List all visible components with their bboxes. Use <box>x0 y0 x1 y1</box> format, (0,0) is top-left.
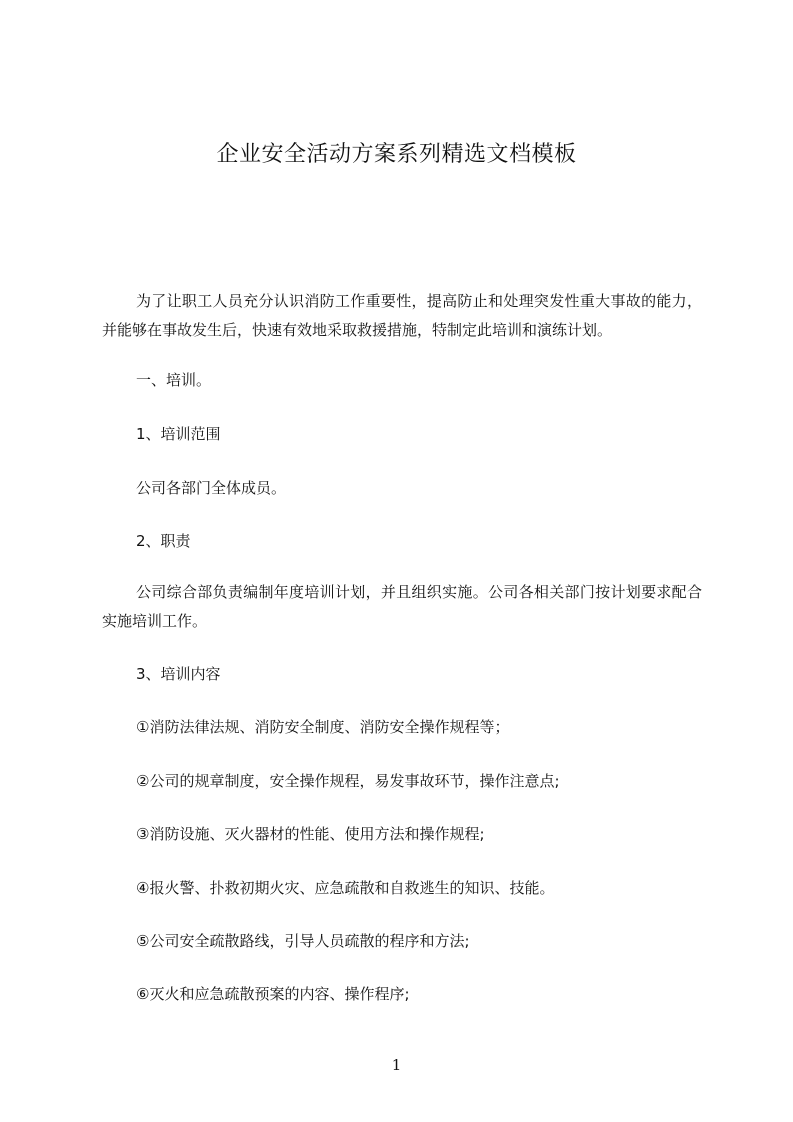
section-heading-training: 一、培训。 <box>136 371 212 389</box>
page-number: 1 <box>391 1056 402 1074</box>
content-list-item: ⑤公司安全疏散路线，引导人员疏散的程序和方法; <box>136 932 470 950</box>
intro-paragraph: 为了让职工人员充分认识消防工作重要性，提高防止和处理突发性重大事故的能力，并能够在事故发生后，快速有效地采取救援措施，特制定此培训和演练计划。 <box>102 292 702 339</box>
document-title: 企业安全活动方案系列精选文档模板 <box>216 142 577 167</box>
item-heading-training-scope: 1、培训范围 <box>136 425 221 443</box>
content-list-item: ④报火警、扑救初期火灾、应急疏散和自救逃生的知识、技能。 <box>136 879 555 897</box>
item-body-responsibilities: 公司综合部负责编制年度培训计划，并且组织实施。公司各相关部门按计划要求配合实施培训工作。 <box>102 583 702 630</box>
content-list-item: ①消防法律法规、消防安全制度、消防安全操作规程等； <box>136 718 510 736</box>
content-list-item: ⑥灭火和应急疏散预案的内容、操作程序; <box>136 985 410 1003</box>
content-list-item: ③消防设施、灭火器材的性能、使用方法和操作规程; <box>136 825 485 843</box>
item-heading-responsibilities: 2、职责 <box>136 532 191 550</box>
item-heading-training-content: 3、培训内容 <box>136 665 221 683</box>
content-list-item: ②公司的规章制度，安全操作规程，易发事故环节，操作注意点; <box>136 772 560 790</box>
item-body-training-scope: 公司各部门全体成员。 <box>136 479 287 497</box>
